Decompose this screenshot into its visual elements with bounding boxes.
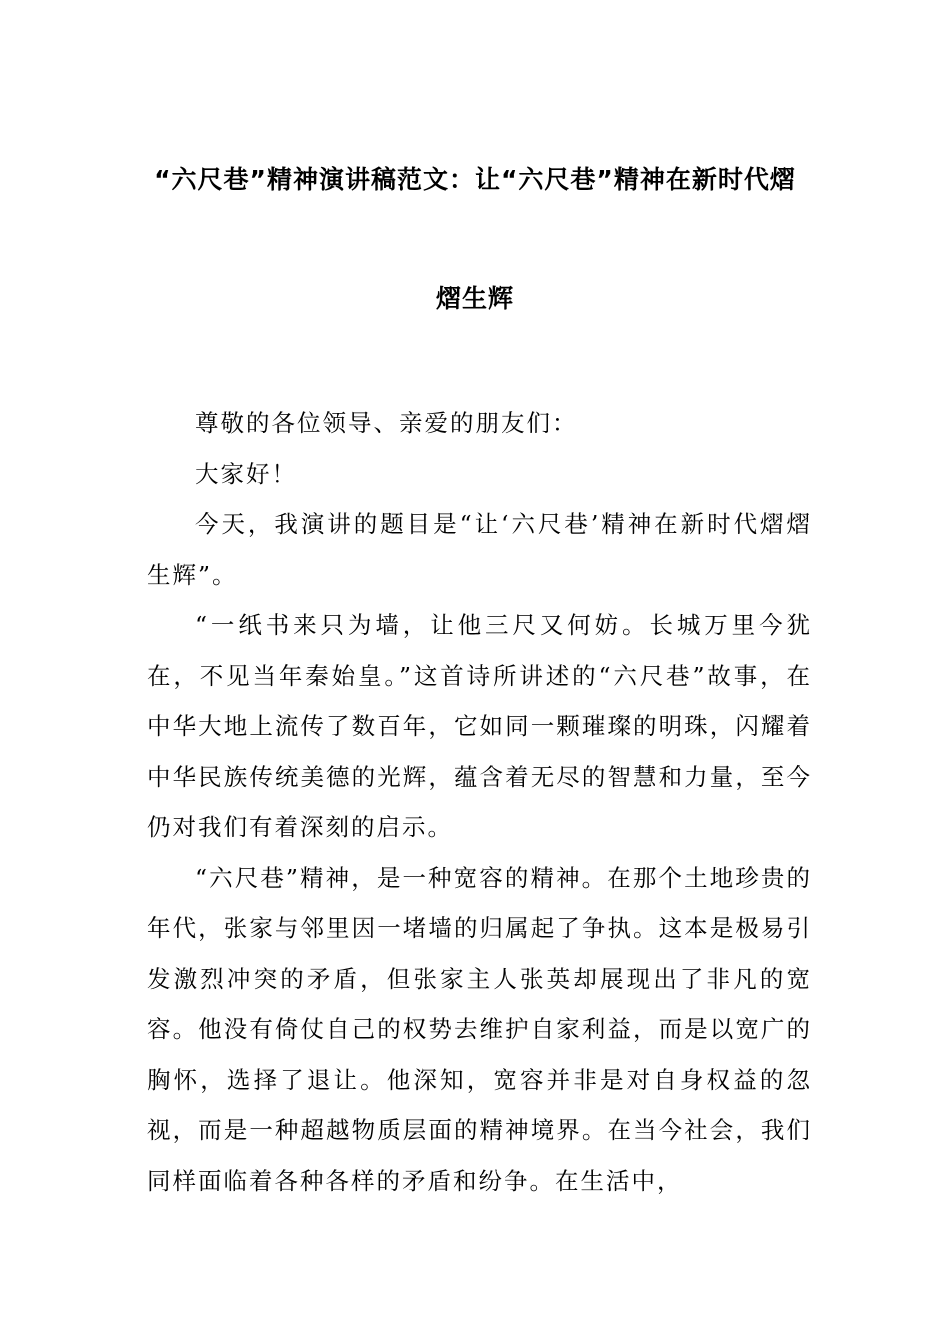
poem-paragraph: “一纸书来只为墙，让他三尺又何妨。长城万里今犹在，不见当年秦始皇。”这首诗所讲述的“六尺巷”故事，在中华大地上流传了数百年，它如同一颗璀璨的明珠，闪耀着中华民族传统美德的光辉，蕴含着无尽的智慧和力量，至今仍对我们有着深刻的启示。: [147, 611, 812, 841]
tolerance-paragraph: “六尺巷”精神，是一种宽容的精神。在那个土地珍贵的年代，张家与邻里因一堵墙的归属起了争执。这本是极易引发激烈冲突的矛盾，但张家主人张英却展现出了非凡的宽容。他没有倚仗自己的权势去维护自家利益，而是以宽广的胸怀，选择了退让。他深知，宽容并非是对自身权益的忽视，而是一种超越物质层面的精神境界。在当今社会，我们同样面临着各种各样的矛盾和纷争。在生活中，: [147, 863, 812, 1195]
document-title-line-1: “六尺巷”精神演讲稿范文：让“六尺巷”精神在新时代熠: [154, 165, 796, 194]
document-title-line-2: 熠生辉: [435, 284, 514, 313]
greeting-paragraph: 大家好！: [195, 459, 297, 488]
topic-paragraph: 今天，我演讲的题目是“让‘六尺巷’精神在新时代熠熠生辉”。: [147, 510, 812, 589]
salutation-paragraph: 尊敬的各位领导、亲爱的朋友们：: [195, 409, 578, 437]
document-body: [147, 398, 812, 1206]
